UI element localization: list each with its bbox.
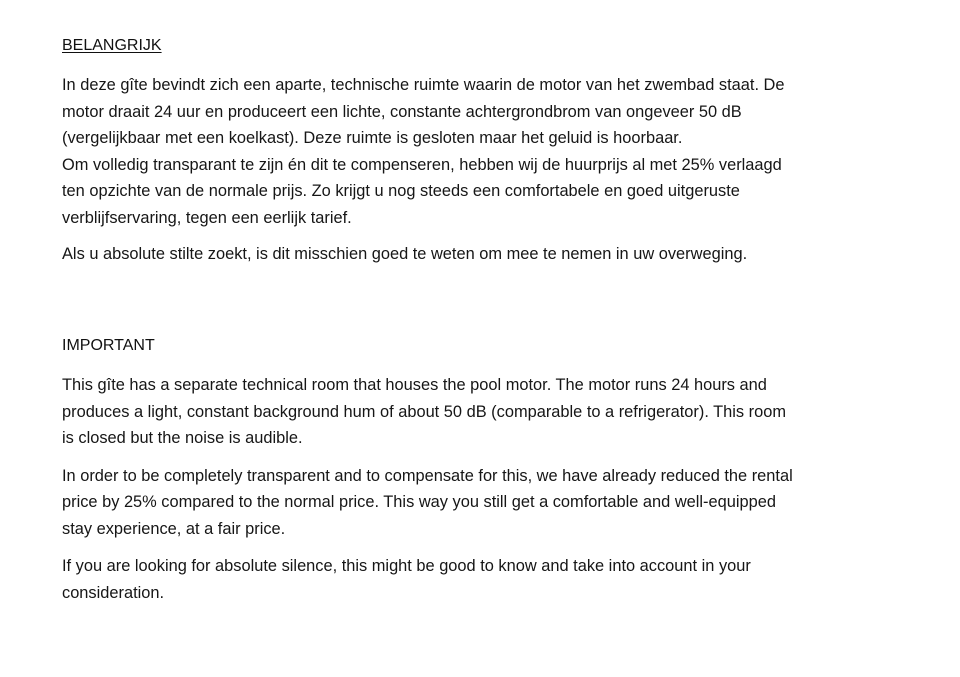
dutch-paragraph-2: Als u absolute stilte zoekt, is dit misschien goed te weten om mee te nemen in uw overweging. [62,245,748,263]
dutch-heading: BELANGRIJK [62,37,162,54]
dutch-paragraph-1: In deze gîte bevindt zich een aparte, technische ruimte waarin de motor van het zwembad staat. De motor draait 24 uur en produceert een lichte, constante achtergrondbrom van ongeveer 50 dB (vergelijkbaar met een koelkast). Deze ruimte is gesloten maar het geluid is hoorbaar. Om volledig transparant te zijn én dit te compenseren, hebben wij de huurprijs al met 25% verlaagd ten opzichte van de normale prijs. Zo krijgt u nog steeds een comfortabele en goed uitgeruste verblijfservaring, tegen een eerlijk tarief. [62,76,785,227]
english-heading: IMPORTANT [62,337,155,354]
english-paragraph-2: In order to be completely transparent and to compensate for this, we have already reduced the rental price by 25% compared to the normal price. This way you still get a comfortable and well-equipped stay experience, at a fair price. [62,466,793,538]
dutch-notice [62,34,932,268]
english-paragraph-3: If you are looking for absolute silence, this might be good to know and take into account in your consideration. [62,557,751,602]
english-paragraph-1: This gîte has a separate technical room that houses the pool motor. The motor runs 24 hours and produces a light, constant background hum of about 50 dB (comparable to a refrigerator). This room is closed but the noise is audible. [62,376,787,447]
english-notice [62,334,932,617]
